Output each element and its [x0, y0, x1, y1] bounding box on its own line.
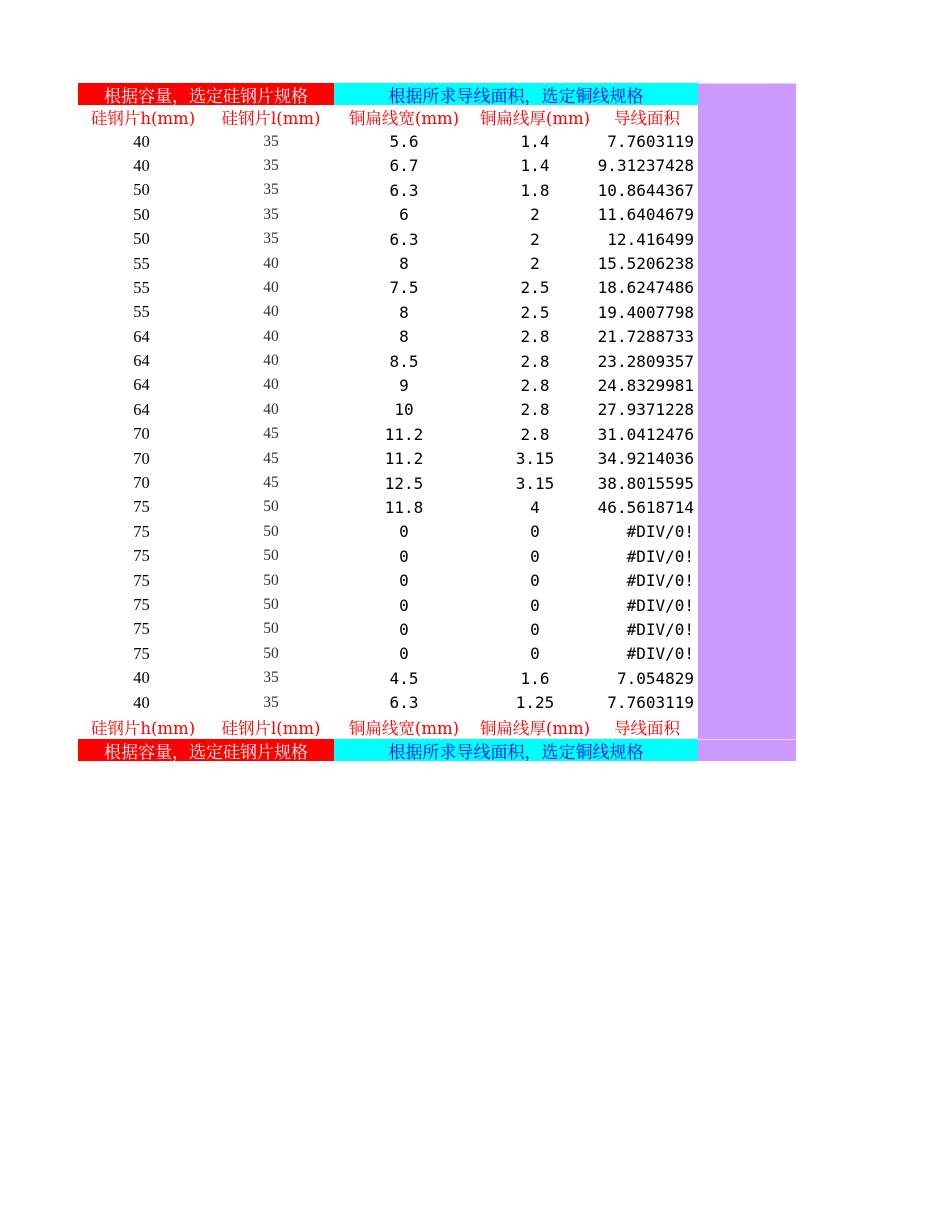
- steel-h-cell[interactable]: 55: [133, 302, 150, 322]
- bottom-banner-left[interactable]: 根据容量，选定硅钢片规格: [78, 739, 334, 761]
- side-fill-cell[interactable]: [698, 739, 796, 761]
- wire-area-cell[interactable]: #DIV/0!: [626, 619, 694, 639]
- wire-area-cell[interactable]: #DIV/0!: [626, 595, 694, 615]
- side-fill-cell[interactable]: [698, 617, 796, 641]
- copper-thickness-cell[interactable]: 1.4: [520, 132, 550, 152]
- top-banner-left[interactable]: 根据容量，选定硅钢片规格: [78, 83, 334, 105]
- copper-thickness-cell[interactable]: 2.8: [520, 351, 550, 371]
- header-steel-h[interactable]: 硅钢片h(mm): [90, 109, 196, 129]
- steel-l-cell[interactable]: 35: [263, 693, 279, 711]
- steel-l-cell[interactable]: 35: [263, 181, 279, 199]
- copper-width-cell[interactable]: 11.2: [384, 449, 424, 469]
- steel-h-cell[interactable]: 64: [133, 326, 150, 346]
- copper-thickness-cell[interactable]: 2.8: [520, 424, 550, 444]
- copper-thickness-cell[interactable]: 1.8: [520, 180, 550, 200]
- table-row: [78, 398, 796, 422]
- steel-l-cell[interactable]: 40: [263, 254, 279, 272]
- table-row: [78, 300, 796, 324]
- wire-area-cell[interactable]: 38.8015595: [597, 473, 694, 493]
- table-row: [78, 520, 796, 544]
- wire-area-cell[interactable]: 9.31237428: [597, 156, 694, 176]
- table-row: [78, 154, 796, 178]
- copper-width-cell[interactable]: 0: [399, 595, 409, 615]
- side-fill-cell[interactable]: [698, 666, 796, 690]
- steel-h-cell[interactable]: 40: [133, 131, 150, 151]
- wire-area-cell[interactable]: 24.8329981: [597, 375, 694, 395]
- side-fill-cell[interactable]: [698, 203, 796, 227]
- table-row: [78, 227, 796, 251]
- steel-h-cell[interactable]: 50: [133, 204, 150, 224]
- steel-h-cell[interactable]: 40: [133, 692, 150, 712]
- table-row: [78, 544, 796, 568]
- copper-width-cell[interactable]: 6: [399, 205, 409, 225]
- side-fill-cell[interactable]: [698, 227, 796, 251]
- copper-thickness-cell[interactable]: 0: [530, 571, 540, 591]
- copper-width-cell[interactable]: 8: [399, 302, 409, 322]
- side-fill-cell[interactable]: [698, 178, 796, 202]
- wire-area-cell[interactable]: 34.9214036: [597, 449, 694, 469]
- copper-width-cell[interactable]: 0: [399, 522, 409, 542]
- copper-thickness-cell[interactable]: 1.25: [515, 693, 555, 713]
- copper-thickness-cell[interactable]: 2.8: [520, 327, 550, 347]
- copper-thickness-cell[interactable]: 2: [530, 229, 540, 249]
- header-copper-width[interactable]: 铜扁线宽(mm): [348, 718, 460, 738]
- steel-l-cell[interactable]: 40: [263, 376, 279, 394]
- steel-l-cell[interactable]: 45: [263, 425, 279, 443]
- table-row: [78, 568, 796, 592]
- copper-width-cell[interactable]: 0: [399, 619, 409, 639]
- top-banner-right[interactable]: 根据所求导线面积，选定铜线规格: [334, 83, 698, 105]
- side-fill-cell[interactable]: [698, 642, 796, 666]
- copper-width-cell[interactable]: 6.3: [389, 180, 419, 200]
- copper-thickness-cell[interactable]: 2: [530, 254, 540, 274]
- steel-h-cell[interactable]: 70: [133, 424, 150, 444]
- steel-h-cell[interactable]: 75: [133, 497, 150, 517]
- steel-h-cell[interactable]: 40: [133, 668, 150, 688]
- spreadsheet-table: [78, 83, 796, 761]
- table-row: [78, 349, 796, 373]
- header-row-top: [78, 105, 796, 129]
- copper-width-cell[interactable]: 7.5: [389, 278, 419, 298]
- wire-area-cell[interactable]: 15.5206238: [597, 254, 694, 274]
- table-row: [78, 325, 796, 349]
- copper-thickness-cell[interactable]: 3.15: [515, 473, 555, 493]
- copper-width-cell[interactable]: 5.6: [389, 132, 419, 152]
- steel-l-cell[interactable]: 35: [263, 156, 279, 174]
- copper-thickness-cell[interactable]: 0: [530, 522, 540, 542]
- table-row: [78, 617, 796, 641]
- copper-thickness-cell[interactable]: 2.8: [520, 375, 550, 395]
- table-row: [78, 276, 796, 300]
- copper-thickness-cell[interactable]: 0: [530, 595, 540, 615]
- steel-l-cell[interactable]: 45: [263, 474, 279, 492]
- steel-h-cell[interactable]: 64: [133, 399, 150, 419]
- steel-l-cell[interactable]: 35: [263, 132, 279, 150]
- side-fill-cell[interactable]: [698, 520, 796, 544]
- copper-width-cell[interactable]: 6.7: [389, 156, 419, 176]
- wire-area-cell[interactable]: 12.416499: [607, 229, 694, 249]
- copper-width-cell[interactable]: 6.3: [389, 693, 419, 713]
- bottom-banner-right[interactable]: 根据所求导线面积，选定铜线规格: [334, 739, 698, 761]
- steel-l-cell[interactable]: 40: [263, 278, 279, 296]
- steel-l-cell[interactable]: 50: [263, 644, 279, 662]
- table-row: [78, 446, 796, 470]
- wire-area-cell[interactable]: 31.0412476: [597, 424, 694, 444]
- steel-h-cell[interactable]: 50: [133, 180, 150, 200]
- table-row: [78, 593, 796, 617]
- side-fill-cell[interactable]: [698, 446, 796, 470]
- side-fill-cell[interactable]: [698, 690, 796, 714]
- copper-width-cell[interactable]: 0: [399, 571, 409, 591]
- table-row: [78, 666, 796, 690]
- top-banner-row: [78, 83, 796, 105]
- header-copper-width[interactable]: 铜扁线宽(mm): [348, 109, 460, 129]
- copper-width-cell[interactable]: 0: [399, 644, 409, 664]
- steel-h-cell[interactable]: 40: [133, 155, 150, 175]
- steel-l-cell[interactable]: 50: [263, 596, 279, 613]
- wire-area-cell[interactable]: #DIV/0!: [626, 571, 694, 591]
- steel-h-cell[interactable]: 50: [133, 229, 150, 249]
- side-fill-cell[interactable]: [698, 251, 796, 275]
- steel-h-cell[interactable]: 75: [133, 619, 150, 639]
- copper-thickness-cell[interactable]: 2.8: [520, 400, 550, 420]
- bottom-banner-row: [78, 739, 796, 761]
- wire-area-cell[interactable]: 21.7288733: [597, 327, 694, 347]
- steel-l-cell[interactable]: 45: [263, 449, 279, 467]
- copper-thickness-cell[interactable]: 1.4: [520, 156, 550, 176]
- header-wire-area[interactable]: 导线面积: [614, 109, 680, 129]
- wire-area-cell[interactable]: 7.7603119: [607, 693, 694, 713]
- side-fill-cell[interactable]: [698, 422, 796, 446]
- side-fill-cell[interactable]: [698, 83, 796, 105]
- wire-area-cell[interactable]: 27.9371228: [597, 400, 694, 420]
- wire-area-cell[interactable]: #DIV/0!: [626, 522, 694, 542]
- header-steel-h[interactable]: 硅钢片h(mm): [90, 718, 196, 738]
- header-steel-l[interactable]: 硅钢片l(mm): [221, 718, 321, 738]
- copper-thickness-cell[interactable]: 2: [530, 205, 540, 225]
- copper-thickness-cell[interactable]: 3.15: [515, 449, 555, 469]
- header-row-bottom: [78, 715, 796, 739]
- copper-width-cell[interactable]: 11.2: [384, 424, 424, 444]
- steel-l-cell[interactable]: 50: [263, 571, 279, 589]
- copper-width-cell[interactable]: 10: [394, 400, 414, 420]
- steel-h-cell[interactable]: 64: [133, 351, 150, 371]
- wire-area-cell[interactable]: 23.2809357: [597, 351, 694, 371]
- steel-h-cell[interactable]: 55: [133, 277, 150, 297]
- side-fill-cell[interactable]: [698, 373, 796, 397]
- wire-area-cell[interactable]: 18.6247486: [597, 278, 694, 298]
- steel-l-cell[interactable]: 50: [263, 522, 279, 540]
- table-row: [78, 690, 796, 714]
- steel-h-cell[interactable]: 75: [133, 570, 150, 590]
- table-row: [78, 129, 796, 153]
- copper-width-cell[interactable]: 8: [399, 327, 409, 347]
- side-fill-cell[interactable]: [698, 495, 796, 519]
- copper-width-cell[interactable]: 9: [399, 375, 409, 395]
- side-fill-cell[interactable]: [698, 129, 796, 153]
- steel-l-cell[interactable]: 40: [263, 327, 279, 345]
- wire-area-cell[interactable]: 7.7603119: [607, 132, 694, 152]
- steel-h-cell[interactable]: 64: [133, 375, 150, 395]
- steel-h-cell[interactable]: 70: [133, 448, 150, 468]
- steel-l-cell[interactable]: 50: [263, 498, 279, 516]
- copper-width-cell[interactable]: 0: [399, 546, 409, 566]
- copper-thickness-cell[interactable]: 0: [530, 546, 540, 566]
- table-row: [78, 642, 796, 666]
- table-row: [78, 471, 796, 495]
- steel-l-cell[interactable]: 35: [263, 230, 279, 248]
- copper-width-cell[interactable]: 8.5: [389, 351, 419, 371]
- wire-area-cell[interactable]: #DIV/0!: [626, 644, 694, 664]
- table-row: [78, 203, 796, 227]
- steel-l-cell[interactable]: 35: [263, 205, 279, 223]
- wire-area-cell[interactable]: 10.8644367: [597, 180, 694, 200]
- steel-h-cell[interactable]: 75: [133, 546, 150, 566]
- steel-l-cell[interactable]: 50: [263, 547, 279, 565]
- table-row: [78, 251, 796, 275]
- steel-h-cell[interactable]: 75: [133, 595, 150, 614]
- copper-thickness-cell[interactable]: 2.5: [520, 302, 550, 322]
- side-fill-cell[interactable]: [698, 154, 796, 178]
- table-row: [78, 422, 796, 446]
- side-fill-cell[interactable]: [698, 568, 796, 592]
- steel-h-cell[interactable]: 70: [133, 473, 150, 493]
- wire-area-cell[interactable]: 46.5618714: [597, 497, 694, 517]
- copper-thickness-cell[interactable]: 0: [530, 619, 540, 639]
- header-copper-thickness[interactable]: 铜扁线厚(mm): [479, 718, 591, 738]
- steel-l-cell[interactable]: 50: [263, 620, 279, 638]
- copper-thickness-cell[interactable]: 1.6: [520, 668, 550, 688]
- copper-width-cell[interactable]: 6.3: [389, 229, 419, 249]
- table-row: [78, 178, 796, 202]
- side-fill-cell[interactable]: [698, 105, 796, 129]
- copper-thickness-cell[interactable]: 0: [530, 644, 540, 664]
- side-fill-cell[interactable]: [698, 276, 796, 300]
- steel-l-cell[interactable]: 40: [263, 352, 279, 370]
- side-fill-cell[interactable]: [698, 544, 796, 568]
- steel-h-cell[interactable]: 75: [133, 643, 150, 663]
- wire-area-cell[interactable]: #DIV/0!: [626, 546, 694, 566]
- copper-width-cell[interactable]: 12.5: [384, 473, 424, 493]
- header-copper-thickness[interactable]: 铜扁线厚(mm): [479, 109, 591, 129]
- side-fill-cell[interactable]: [698, 300, 796, 324]
- steel-h-cell[interactable]: 75: [133, 521, 150, 541]
- side-fill-cell[interactable]: [698, 471, 796, 495]
- header-wire-area[interactable]: 导线面积: [614, 718, 680, 738]
- side-fill-cell[interactable]: [698, 398, 796, 422]
- side-fill-cell[interactable]: [698, 715, 796, 739]
- header-steel-l[interactable]: 硅钢片l(mm): [221, 109, 321, 129]
- wire-area-cell[interactable]: 19.4007798: [597, 302, 694, 322]
- steel-l-cell[interactable]: 40: [263, 303, 279, 321]
- wire-area-cell[interactable]: 7.054829: [616, 668, 694, 688]
- copper-thickness-cell[interactable]: 4: [530, 497, 540, 517]
- copper-thickness-cell[interactable]: 2.5: [520, 278, 550, 298]
- side-fill-cell[interactable]: [698, 349, 796, 373]
- table-row: [78, 373, 796, 397]
- steel-l-cell[interactable]: 35: [263, 669, 279, 687]
- copper-width-cell[interactable]: 11.8: [384, 497, 424, 517]
- steel-l-cell[interactable]: 40: [263, 400, 279, 418]
- side-fill-cell[interactable]: [698, 325, 796, 349]
- side-fill-cell[interactable]: [698, 593, 796, 617]
- wire-area-cell[interactable]: 11.6404679: [597, 205, 694, 225]
- copper-width-cell[interactable]: 8: [399, 254, 409, 274]
- table-row: [78, 495, 796, 519]
- steel-h-cell[interactable]: 55: [133, 253, 150, 273]
- copper-width-cell[interactable]: 4.5: [389, 668, 419, 688]
